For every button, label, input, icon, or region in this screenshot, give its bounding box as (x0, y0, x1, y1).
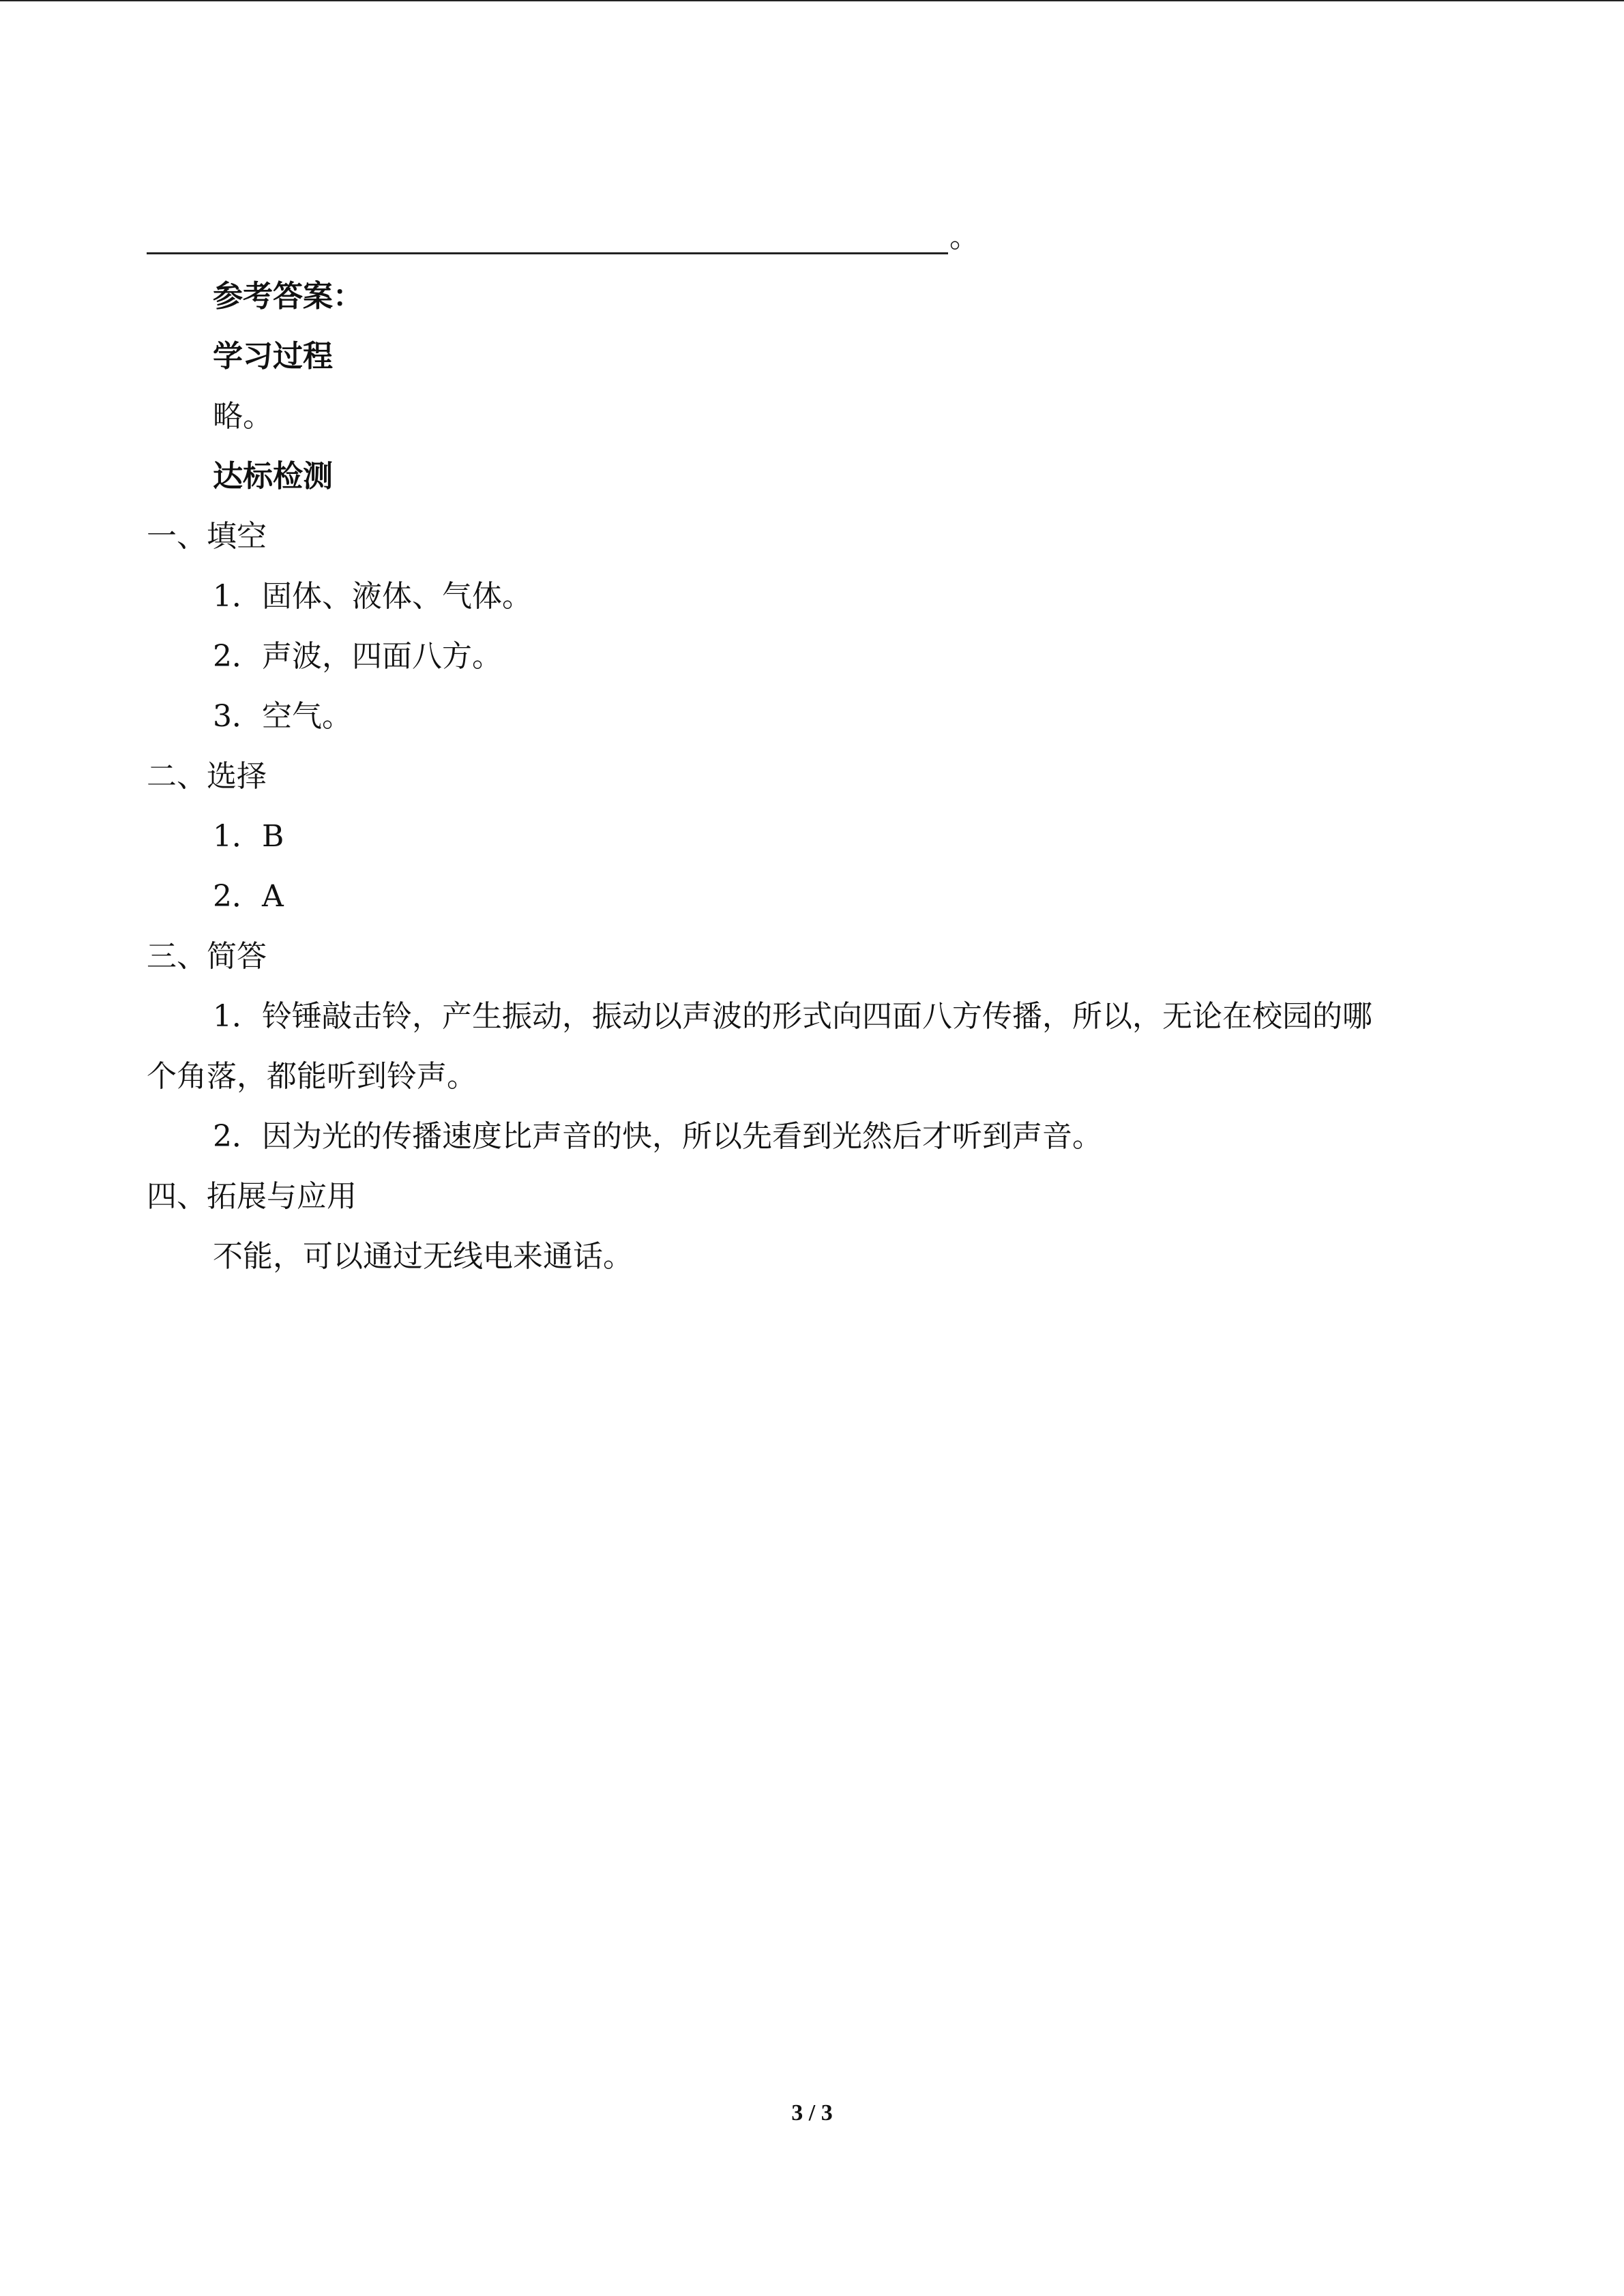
part1-item-2: 2．声波，四面八方。 (213, 639, 502, 674)
part1-item-3: 3．空气。 (213, 699, 352, 734)
page-top-border (0, 0, 1624, 1)
part1-title: 一、填空 (147, 519, 267, 554)
blank-period: 。 (949, 220, 979, 254)
page-number: 3 / 3 (791, 2100, 833, 2126)
part3-title: 三、简答 (147, 939, 267, 974)
part2-item-2: 2．A (213, 879, 284, 914)
part2-title: 二、选择 (147, 759, 267, 794)
part3-item-1-line2: 个角落，都能听到铃声。 (147, 1059, 477, 1094)
part2-item-1: 1．B (213, 819, 284, 854)
part4-title: 四、拓展与应用 (147, 1179, 357, 1214)
part1-item-1: 1．固体、液体、气体。 (213, 579, 532, 614)
part3-item-1-line1: 1．铃锤敲击铃，产生振动，振动以声波的形式向四面八方传播，所以，无论在校园的哪 (213, 999, 1372, 1034)
answer-heading: 参考答案： (213, 279, 363, 314)
process-text: 略。 (213, 399, 273, 434)
section-heading-test: 达标检测 (213, 459, 333, 494)
answer-blank-line (147, 252, 948, 254)
part3-item-2: 2．因为光的传播速度比声音的快，所以先看到光然后才听到声音。 (213, 1119, 1102, 1154)
section-heading-process: 学习过程 (213, 339, 333, 374)
part4-answer: 不能，可以通过无线电来通话。 (213, 1239, 633, 1274)
